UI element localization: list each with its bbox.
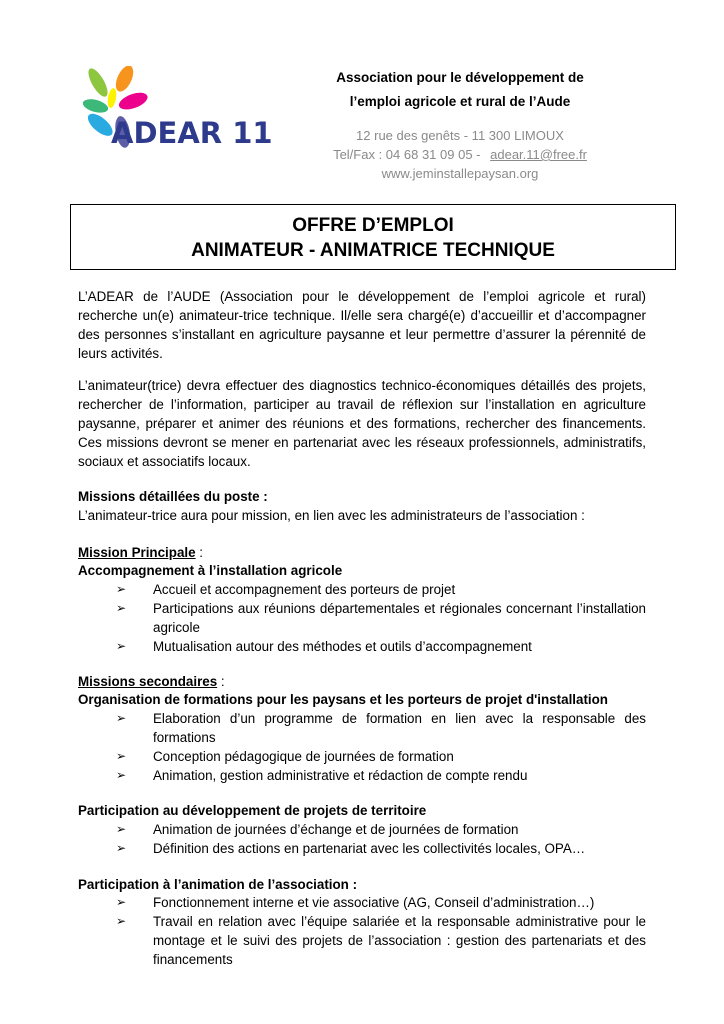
territory-title: Participation au développement de projets de territoire bbox=[78, 803, 427, 818]
list-item: ➢ Participations aux réunions départementales et régionales concernant l’installation agricole bbox=[116, 601, 646, 635]
list-item: ➢ Fonctionnement interne et vie associative (AG, Conseil d’administration…) bbox=[116, 895, 595, 910]
contact-line bbox=[300, 146, 620, 164]
email-link[interactable]: adear.11@free.fr bbox=[490, 147, 587, 162]
association-list bbox=[78, 893, 646, 969]
address: 12 rue des genêts - 11 300 LIMOUX bbox=[356, 128, 564, 143]
website[interactable]: www.jeminstallepaysan.org bbox=[381, 166, 539, 181]
arrow-bullet-icon: ➢ bbox=[116, 895, 127, 909]
arrow-bullet-icon: ➢ bbox=[116, 601, 127, 615]
secondary-list bbox=[78, 709, 646, 785]
secondary-label: Missions secondaires bbox=[78, 674, 218, 689]
list-item: ➢ Mutualisation autour des méthodes et outils d’accompagnement bbox=[116, 639, 532, 654]
principal-label: Mission Principale bbox=[78, 545, 196, 560]
principal-suffix: : bbox=[195, 545, 204, 560]
intro-paragraph-1: L’ADEAR de l’AUDE (Association pour le développement de l’emploi agricole et rural) recherche un(e) animateur-trice technique. Il/elle sera chargé(e) d’accueillir et d’accompagner des personnes s’installant en agriculture paysanne et leur permettre d’assurer la pérennité de leurs activités. bbox=[78, 289, 646, 361]
association-title: Participation à l’animation de l’association : bbox=[78, 877, 358, 892]
arrow-bullet-icon: ➢ bbox=[116, 582, 127, 596]
missions-heading: Missions détaillées du poste : bbox=[78, 489, 268, 504]
title-line1: OFFRE D’EMPLOI bbox=[292, 215, 454, 236]
secondary-suffix: : bbox=[217, 674, 225, 689]
list-item: ➢ Elaboration d’un programme de formation en lien avec la responsable des formations bbox=[116, 711, 646, 745]
adear-logo bbox=[78, 66, 278, 152]
arrow-bullet-icon: ➢ bbox=[116, 749, 127, 763]
secondary-title: Organisation de formations pour les paysans et les porteurs de projet d'installation bbox=[78, 692, 608, 707]
arrow-bullet-icon: ➢ bbox=[116, 711, 127, 725]
principal-title: Accompagnement à l’installation agricole bbox=[78, 563, 343, 578]
logo-wordmark: ADEAR 11 bbox=[111, 116, 273, 150]
principal-label-line bbox=[78, 543, 646, 562]
missions-lead: L’animateur-trice aura pour mission, en lien avec les administrateurs de l’association : bbox=[78, 508, 585, 523]
list-item: ➢ Travail en relation avec l’équipe salariée et la responsable administrative pour le montage et le suivi des projets de l’association : gestion des partenariats et des financements bbox=[116, 914, 646, 967]
list-item: ➢ Définition des actions en partenariat avec les collectivités locales, OPA… bbox=[116, 841, 586, 856]
intro-paragraph-2: L’animateur(trice) devra effectuer des diagnostics technico-économiques détaillés des projets, rechercher de l’information, participer au travail de réflexion sur l’installation en agriculture paysanne, préparer et animer des réunions et des formations, rechercher des financements. Ces missions devront se mener en partenariat avec les réseaux professionnels, administratifs, sociaux et associatifs locaux. bbox=[78, 378, 646, 469]
list-item: ➢ Accueil et accompagnement des porteurs de projet bbox=[116, 582, 456, 597]
title-line2: ANIMATEUR - ANIMATRICE TECHNIQUE bbox=[191, 240, 555, 261]
territory-list bbox=[78, 820, 646, 858]
secondary-label-line bbox=[78, 672, 646, 691]
list-item: ➢ Animation de journées d’échange et de journées de formation bbox=[116, 822, 519, 837]
title-box bbox=[70, 204, 676, 270]
arrow-bullet-icon: ➢ bbox=[116, 914, 127, 928]
arrow-bullet-icon: ➢ bbox=[116, 639, 127, 653]
principal-list bbox=[78, 580, 646, 656]
list-item: ➢ Conception pédagogique de journées de formation bbox=[116, 749, 454, 764]
arrow-bullet-icon: ➢ bbox=[116, 841, 127, 855]
org-name-line1: Association pour le développement de bbox=[336, 70, 584, 85]
telfax: Tel/Fax : 04 68 31 09 05 - bbox=[333, 147, 481, 162]
arrow-bullet-icon: ➢ bbox=[116, 768, 127, 782]
arrow-bullet-icon: ➢ bbox=[116, 822, 127, 836]
org-name-line2: l’emploi agricole et rural de l’Aude bbox=[349, 94, 571, 109]
list-item: ➢ Animation, gestion administrative et rédaction de compte rendu bbox=[116, 768, 528, 783]
